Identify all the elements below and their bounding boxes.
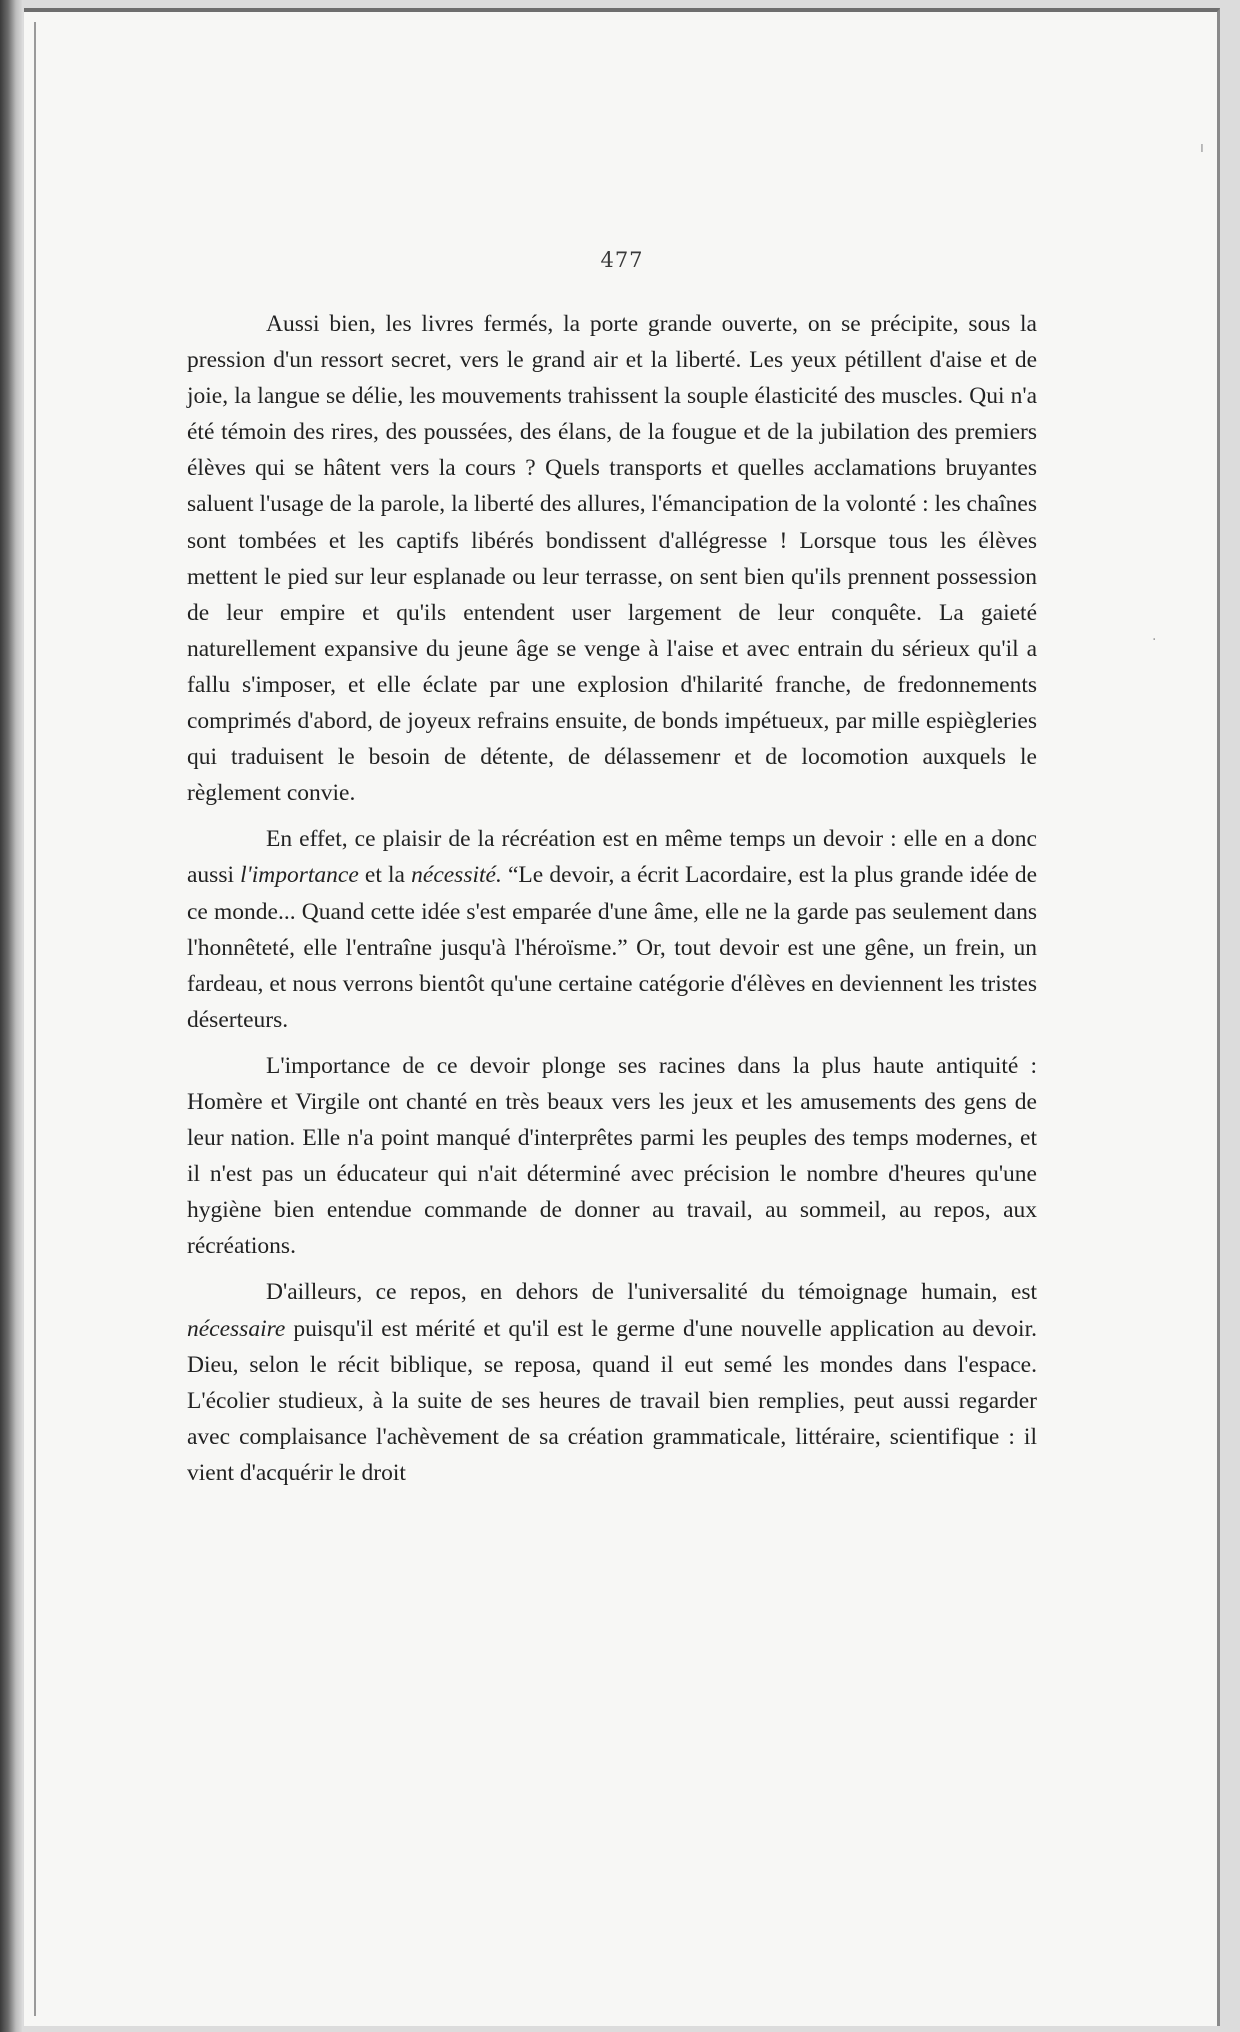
text-run: L'importance de ce devoir plonge ses racines dans la plus haute antiquité : Homère et Virgile ont chanté en très beaux vers les jeux et les amusements des gens de leur nation. Elle n'a point manqué d'interprêtes parmi les peuples des temps modernes, et il n'est pas un éducateur qui n'ait déterminé avec précision le nombre d'heures qu'une hygiène bien entendue commande de donner au travail, au sommeil, au repos, aux récréations. bbox=[187, 1052, 1037, 1260]
book-page bbox=[24, 8, 1220, 2026]
binding-shadow bbox=[0, 0, 22, 2032]
body-text bbox=[187, 306, 1037, 1501]
text-run: En effet, ce plaisir de la récréation est en même temps un devoir : elle en a donc aussi bbox=[187, 826, 1037, 889]
text-run: et la bbox=[358, 862, 412, 889]
paragraph bbox=[187, 1274, 1037, 1491]
italic-text: nécessité. bbox=[411, 862, 502, 889]
italic-text: l'importance bbox=[240, 862, 359, 889]
text-run: Aussi bien, les livres fermés, la porte grande ouverte, on se précipite, sous la pression d'un ressort secret, vers le grand air et la liberté. Les yeux pétillent d'aise et de joie, la langue se délie, les mouvements trahissent la souple élasticité des muscles. Qui n'a été témoin des rires, des poussées, des élans, de la fougue et de la jubilation des premiers élèves qui se hâtent vers la cours ? Quels transports et quelles acclamations bruyantes saluent l'usage de la parole, la liberté des allures, l'émancipation de la volonté : les chaînes sont tombées et les captifs libérés bondissent d'allégresse ! Lorsque tous les élèves mettent le pied sur leur esplanade ou leur terrasse, on sent bien qu'ils prennent possession de leur empire et qu'ils entendent user largement de leur conquête. La gaieté naturellement expansive du jeune âge se venge à l'aise et avec entrain du sérieux qu'il a fallu s'imposer, et elle éclate par une explosion d'hilarité franche, de fredonnements comprimés d'abord, de joyeux refrains ensuite, de bonds impétueux, par mille espiègleries qui traduisent le besoin de détente, de délassemenr et de locomotion auxquels le règlement convie. bbox=[187, 311, 1037, 807]
text-run: “Le devoir, a écrit Lacordaire, est la plus grande idée de ce monde... Quand cette idée s'est emparée d'une âme, elle ne la garde pas seulement dans l'honnêteté, elle l'entraîne jusqu'à l'héroïsme.” Or, tout devoir est une gêne, un frein, un fardeau, et nous verrons bientôt qu'une certaine catégorie d'élèves en deviennent les tristes déserteurs. bbox=[187, 862, 1038, 1033]
paragraph bbox=[187, 821, 1037, 1038]
margin-mark: · bbox=[1152, 632, 1157, 648]
text-run: D'ailleurs, ce repos, en dehors de l'universalité du témoignage humain, est bbox=[266, 1279, 1037, 1306]
italic-text: nécessaire bbox=[187, 1315, 286, 1342]
text-run: puisqu'il est mérité et qu'il est le germe d'une nouvelle application au devoir. Dieu, selon le récit biblique, se reposa, quand il eut semé les mondes dans l'espace. L'écolier studieux, à la suite de ses heures de travail bien remplies, peut aussi regarder avec complaisance l'achèvement de sa création grammaticale, littéraire, scientifique : il vient d'acquérir le droit bbox=[187, 1315, 1037, 1486]
margin-mark: ı bbox=[1200, 140, 1204, 156]
page-number: 477 bbox=[600, 248, 644, 272]
paragraph bbox=[187, 306, 1037, 811]
paragraph bbox=[187, 1048, 1037, 1265]
